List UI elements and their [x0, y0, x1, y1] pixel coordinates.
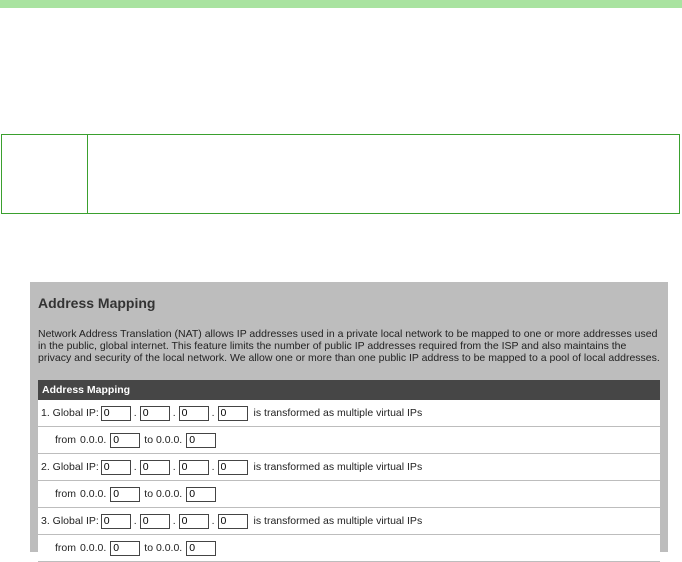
- table-header: Address Mapping: [38, 380, 660, 400]
- mapping-3-ip-octet-1[interactable]: [101, 514, 131, 529]
- address-mapping-panel: [30, 282, 668, 552]
- mapping-2-global-ip-row: 2. Global IP: 0 . 0 . 0 . 0 is transformed as multiple virtual IPs: [38, 454, 660, 481]
- mapping-3-range-row: [38, 535, 660, 562]
- mapping-2-suffix: is transformed as multiple virtual IPs: [253, 461, 423, 473]
- mapping-3-from-label: from: [55, 542, 76, 554]
- mapping-3-suffix: is transformed as multiple virtual IPs: [253, 515, 423, 527]
- mapping-2-ip-octet-4[interactable]: [218, 460, 248, 475]
- mapping-2-ip-octet-2[interactable]: [140, 460, 170, 475]
- mapping-3-to-label: to 0.0.0.: [144, 542, 183, 554]
- mapping-3-ip-octet-3[interactable]: [179, 514, 209, 529]
- mapping-2-from-label: from: [55, 488, 76, 500]
- mapping-3-from-prefix: 0.0.0.: [80, 542, 107, 554]
- mapping-2-ip-octet-3[interactable]: [179, 460, 209, 475]
- mapping-3-to-input[interactable]: [186, 541, 216, 556]
- info-frame: [1, 134, 680, 214]
- mapping-3-global-ip-row: 3. Global IP: 0 . 0 . 0 . 0 is transformed as multiple virtual IPs: [38, 508, 660, 535]
- mapping-1-suffix: is transformed as multiple virtual IPs: [253, 407, 423, 419]
- mapping-2-from-prefix: 0.0.0.: [80, 488, 107, 500]
- mapping-1-from-label: from: [55, 434, 76, 446]
- address-mapping-table: [38, 380, 660, 562]
- mapping-3-label: 3. Global IP:: [41, 515, 99, 527]
- mapping-2-ip-octet-1[interactable]: [101, 460, 131, 475]
- mapping-3-ip-octet-4[interactable]: [218, 514, 248, 529]
- mapping-1-ip-octet-3[interactable]: [179, 406, 209, 421]
- mapping-1-to-label: to 0.0.0.: [144, 434, 183, 446]
- page-title: Address Mapping: [38, 295, 156, 311]
- mapping-3-ip-octet-2[interactable]: [140, 514, 170, 529]
- mapping-1-ip-octet-4[interactable]: [218, 406, 248, 421]
- mapping-2-from-input[interactable]: [110, 487, 140, 502]
- mapping-2-label: 2. Global IP:: [41, 461, 99, 473]
- mapping-1-label: 1. Global IP:: [41, 407, 99, 419]
- mapping-1-global-ip-row: 1. Global IP: 0 . 0 . 0 . 0 is transformed as multiple virtual IPs: [38, 400, 660, 427]
- top-accent-bar: [0, 0, 682, 8]
- mapping-1-ip-octet-2[interactable]: [140, 406, 170, 421]
- mapping-1-from-input[interactable]: [110, 433, 140, 448]
- info-frame-divider: [87, 135, 88, 213]
- mapping-1-ip-octet-1[interactable]: [101, 406, 131, 421]
- mapping-2-to-label: to 0.0.0.: [144, 488, 183, 500]
- mapping-1-to-input[interactable]: [186, 433, 216, 448]
- mapping-2-to-input[interactable]: [186, 487, 216, 502]
- mapping-1-from-prefix: 0.0.0.: [80, 434, 107, 446]
- mapping-2-range-row: [38, 481, 660, 508]
- mapping-3-from-input[interactable]: [110, 541, 140, 556]
- page-description: Network Address Translation (NAT) allows IP addresses used in a private local network to be mapped to one or more addresses used in the public, global internet. This feature limits the number of public IP addresses required from the ISP and also maintains the privacy and security of the local network. We allow one or more than one public IP address to be mapped to a pool of local addresses.: [38, 328, 660, 364]
- mapping-1-range-row: [38, 427, 660, 454]
